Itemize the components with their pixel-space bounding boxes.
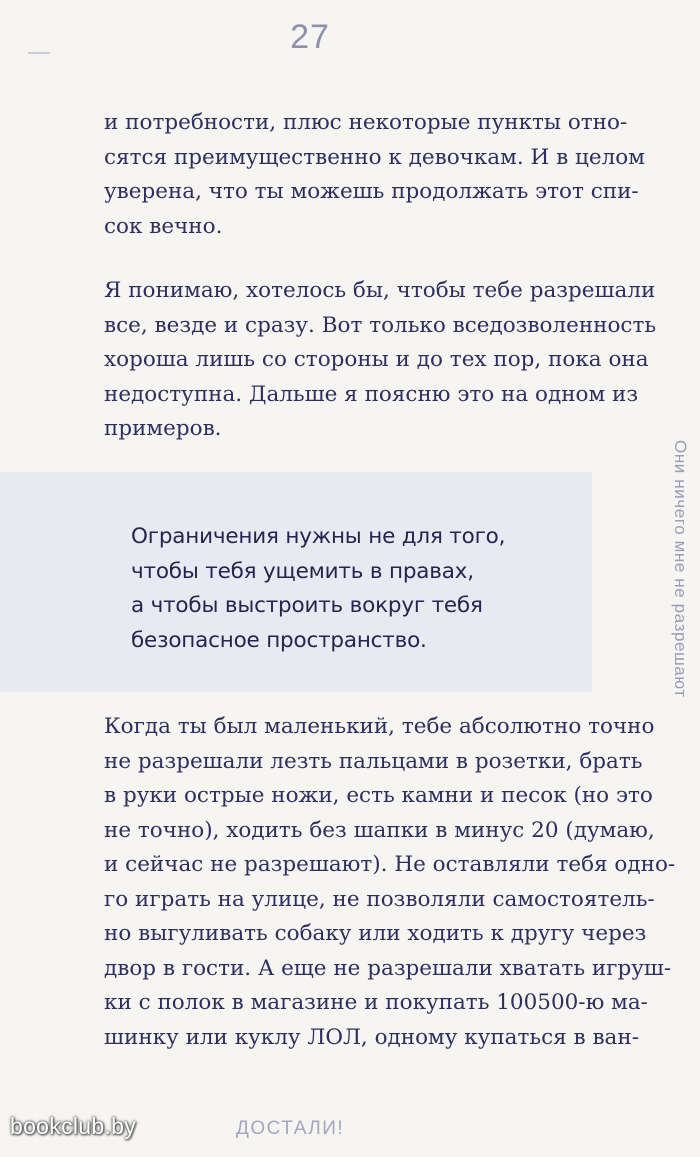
text-line: двор в гости. А еще не разрешали хватать игруш- (104, 955, 672, 981)
quote-line: а чтобы выстроить вокруг тебя (131, 593, 483, 618)
text-line: хороша лишь со стороны и до тех пор, пока она (104, 347, 649, 372)
paragraph-2 (104, 274, 657, 447)
text-line: все, везде и сразу. Вот только вседозволенность (104, 312, 657, 338)
text-line: сятся преимущественно к девочкам. И в целом (104, 144, 645, 170)
watermark: bookclub.by (10, 1113, 137, 1139)
text-line: и потребности, плюс некоторые пункты отно- (104, 110, 628, 135)
quote-line: чтобы тебя ущемить в правах, (131, 558, 474, 584)
text-line: Когда ты был маленький, тебе абсолютно точно (104, 714, 655, 739)
text-line: но выгуливать собаку или ходить к другу через (104, 921, 647, 946)
text-line: и сейчас не разрешают). Не оставляли тебя одно- (104, 852, 676, 877)
text-line: не разрешали лезть пальцами в розетки, брать (104, 748, 643, 774)
text-line: Я понимаю, хотелось бы, чтобы тебе разрешали (104, 278, 656, 303)
text-line: примеров. (104, 416, 222, 441)
text-line: не точно), ходить без шапки в минус 20 (думаю, (104, 817, 655, 843)
text-line: в руки острые ножи, есть камни и песок (но это (104, 783, 653, 808)
paragraph-1 (104, 106, 645, 244)
quote-line: Ограничения нужны не для того, (131, 524, 506, 549)
running-title-text: Они ничего мне не разрешают (671, 440, 690, 698)
text-line: шинку или куклу ЛОЛ, одному купаться в ван- (104, 1024, 639, 1050)
text-line: ки с полок в магазине и покупать 100500-ю ма- (104, 990, 648, 1015)
text-line: недоступна. Дальше я поясню это на одном из (104, 381, 639, 407)
text-line: сок вечно. (104, 213, 223, 239)
text-line: уверена, что ты можешь продолжать этот спи- (104, 179, 639, 204)
page-number: 27 (290, 18, 330, 56)
running-title (666, 440, 696, 860)
text-line: го играть на улице, не позволяли самостоятель- (104, 886, 655, 912)
pull-quote (131, 520, 571, 658)
footer-title: ДОСТАЛИ! (236, 1118, 345, 1139)
paragraph-3 (104, 710, 676, 1055)
quote-line: безопасное пространство. (131, 627, 427, 653)
